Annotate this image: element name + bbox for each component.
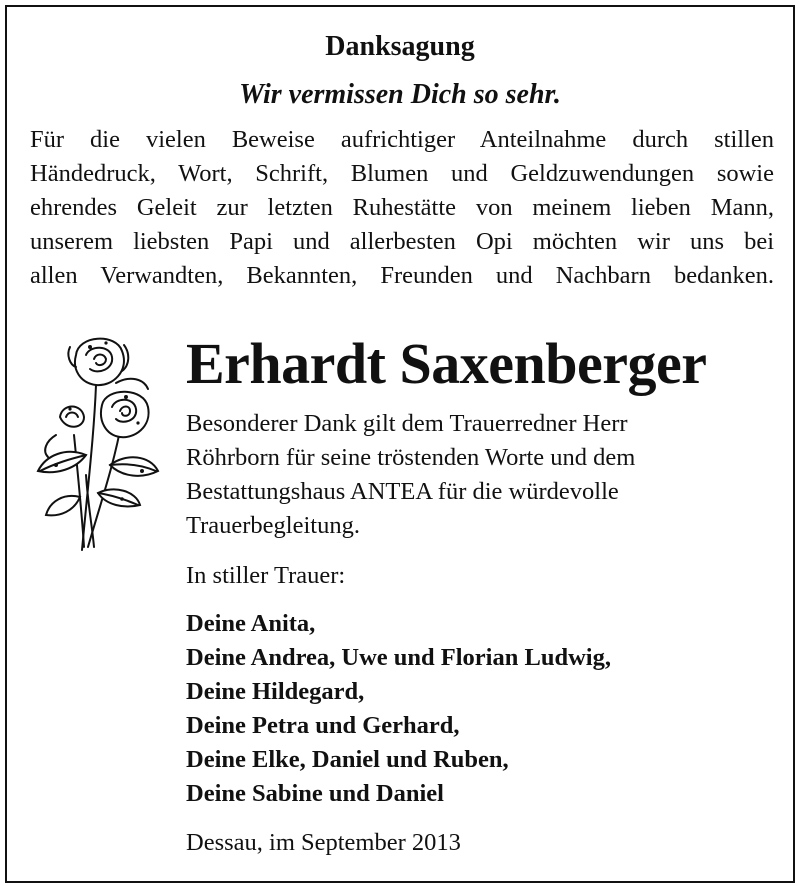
page-title: Danksagung bbox=[325, 31, 475, 62]
intro-line: ehrendes Geleit zur letzten Ruhestätte von meinem lieben Mann, bbox=[30, 194, 774, 221]
place-date: Dessau, im September 2013 bbox=[186, 829, 461, 856]
thanks-line: Bestattungshaus ANTEA für die würdevolle bbox=[186, 478, 619, 505]
mourner-line: Deine Sabine und Daniel bbox=[186, 780, 444, 807]
thanks-line: Besonderer Dank gilt dem Trauerredner Herr bbox=[186, 410, 628, 437]
intro-line: allen Verwandten, Bekannten, Freunden und Nachbarn bedanken. bbox=[30, 262, 774, 289]
mourner-line: Deine Elke, Daniel und Ruben, bbox=[186, 746, 509, 773]
mourner-line: Deine Anita, bbox=[186, 610, 316, 637]
sorrow-label: In stiller Trauer: bbox=[186, 562, 346, 589]
intro-line: Für die vielen Beweise aufrichtiger Anteilnahme durch stillen bbox=[30, 126, 774, 153]
page-subtitle: Wir vermissen Dich so sehr. bbox=[239, 79, 561, 110]
mourner-line: Deine Petra und Gerhard, bbox=[186, 712, 460, 739]
thanks-line: Trauerbegleitung. bbox=[186, 512, 360, 539]
mourners-list bbox=[186, 607, 611, 811]
intro-line: Händedruck, Wort, Schrift, Blumen und Geldzuwendungen sowie bbox=[30, 160, 774, 187]
special-thanks bbox=[186, 407, 726, 543]
intro-paragraph bbox=[30, 123, 774, 293]
intro-line: unserem liebsten Papi und allerbesten Opi möchten wir uns bei bbox=[30, 228, 774, 255]
mourner-line: Deine Andrea, Uwe und Florian Ludwig, bbox=[186, 644, 611, 671]
mourner-line: Deine Hildegard, bbox=[186, 678, 365, 705]
thanks-line: Röhrborn für seine tröstenden Worte und dem bbox=[186, 444, 636, 471]
deceased-name: Erhardt Saxenberger bbox=[186, 331, 707, 396]
roses-icon bbox=[26, 325, 166, 555]
